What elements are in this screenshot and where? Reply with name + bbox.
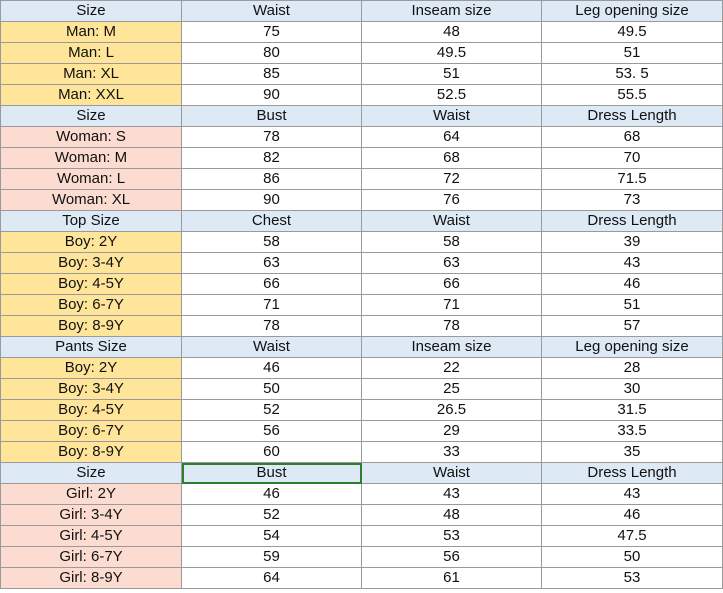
value-cell[interactable]: 43: [542, 253, 723, 274]
value-cell[interactable]: 70: [542, 148, 723, 169]
table-row: [1, 22, 723, 43]
size-label-cell[interactable]: Boy: 4-5Y: [1, 400, 182, 421]
size-label-cell[interactable]: Boy: 2Y: [1, 232, 182, 253]
table-row: [1, 505, 723, 526]
value-cell[interactable]: 29: [362, 421, 542, 442]
value-cell[interactable]: 85: [182, 64, 362, 85]
header-cell[interactable]: Waist: [182, 337, 362, 358]
value-cell[interactable]: 52.5: [362, 85, 542, 106]
value-cell[interactable]: 58: [182, 232, 362, 253]
value-cell[interactable]: 52: [182, 505, 362, 526]
table-row: [1, 568, 723, 589]
size-label-cell[interactable]: Girl: 3-4Y: [1, 505, 182, 526]
size-label-cell[interactable]: Man: M: [1, 22, 182, 43]
value-cell[interactable]: 82: [182, 148, 362, 169]
value-cell[interactable]: 76: [362, 190, 542, 211]
value-cell[interactable]: 57: [542, 316, 723, 337]
table-row: [1, 547, 723, 568]
value-cell[interactable]: 90: [182, 190, 362, 211]
value-cell[interactable]: 43: [362, 484, 542, 505]
selected-header-cell[interactable]: Bust: [182, 463, 362, 484]
value-cell[interactable]: 66: [362, 274, 542, 295]
table-row: [1, 526, 723, 547]
value-cell[interactable]: 51: [362, 64, 542, 85]
value-cell[interactable]: 39: [542, 232, 723, 253]
value-cell[interactable]: 90: [182, 85, 362, 106]
size-label-cell[interactable]: Woman: S: [1, 127, 182, 148]
size-label-cell[interactable]: Boy: 8-9Y: [1, 442, 182, 463]
size-label-cell[interactable]: Girl: 6-7Y: [1, 547, 182, 568]
table-row: [1, 43, 723, 64]
value-cell[interactable]: 28: [542, 358, 723, 379]
size-label-cell[interactable]: Girl: 2Y: [1, 484, 182, 505]
size-label-cell[interactable]: Woman: M: [1, 148, 182, 169]
value-cell[interactable]: 52: [182, 400, 362, 421]
value-cell[interactable]: 30: [542, 379, 723, 400]
value-cell[interactable]: 53: [362, 526, 542, 547]
value-cell[interactable]: 53. 5: [542, 64, 723, 85]
value-cell[interactable]: 73: [542, 190, 723, 211]
value-cell[interactable]: 55.5: [542, 85, 723, 106]
value-cell[interactable]: 60: [182, 442, 362, 463]
size-label-cell[interactable]: Man: L: [1, 43, 182, 64]
value-cell[interactable]: 58: [362, 232, 542, 253]
table-row: [1, 85, 723, 106]
section-header-row-girl: [1, 463, 723, 484]
size-label-cell[interactable]: Boy: 3-4Y: [1, 253, 182, 274]
table-row: [1, 127, 723, 148]
value-cell[interactable]: 33: [362, 442, 542, 463]
value-cell[interactable]: 46: [542, 274, 723, 295]
value-cell[interactable]: 63: [362, 253, 542, 274]
header-cell[interactable]: Leg opening size: [542, 337, 723, 358]
size-label-cell[interactable]: Boy: 3-4Y: [1, 379, 182, 400]
header-cell[interactable]: Waist: [182, 1, 362, 22]
value-cell[interactable]: 33.5: [542, 421, 723, 442]
value-cell[interactable]: 46: [182, 484, 362, 505]
header-cell[interactable]: Waist: [362, 106, 542, 127]
header-cell[interactable]: Top Size: [1, 211, 182, 232]
table-row: [1, 400, 723, 421]
value-cell[interactable]: 63: [182, 253, 362, 274]
size-label-cell[interactable]: Boy: 2Y: [1, 358, 182, 379]
header-cell[interactable]: Waist: [362, 463, 542, 484]
value-cell[interactable]: 71: [362, 295, 542, 316]
size-label-cell[interactable]: Boy: 8-9Y: [1, 316, 182, 337]
value-cell[interactable]: 61: [362, 568, 542, 589]
value-cell[interactable]: 64: [362, 127, 542, 148]
section-header-row-boy-pants: [1, 337, 723, 358]
size-label-cell[interactable]: Girl: 4-5Y: [1, 526, 182, 547]
section-header-row-woman: [1, 106, 723, 127]
section-header-row-man: [1, 1, 723, 22]
value-cell[interactable]: 51: [542, 43, 723, 64]
table-row: [1, 379, 723, 400]
table-row: [1, 190, 723, 211]
value-cell[interactable]: 25: [362, 379, 542, 400]
value-cell[interactable]: 46: [182, 358, 362, 379]
value-cell[interactable]: 48: [362, 22, 542, 43]
value-cell[interactable]: 71.5: [542, 169, 723, 190]
table-row: [1, 358, 723, 379]
value-cell[interactable]: 68: [362, 148, 542, 169]
value-cell[interactable]: 49.5: [542, 22, 723, 43]
table-row: [1, 232, 723, 253]
table-row: [1, 316, 723, 337]
value-cell[interactable]: 71: [182, 295, 362, 316]
table-row: [1, 442, 723, 463]
value-cell[interactable]: 43: [542, 484, 723, 505]
header-cell[interactable]: Dress Length: [542, 211, 723, 232]
table-row: [1, 148, 723, 169]
section-header-row-boy-top: [1, 211, 723, 232]
header-cell[interactable]: Chest: [182, 211, 362, 232]
value-cell[interactable]: 75: [182, 22, 362, 43]
value-cell[interactable]: 68: [542, 127, 723, 148]
size-label-cell[interactable]: Girl: 8-9Y: [1, 568, 182, 589]
size-label-cell[interactable]: Boy: 6-7Y: [1, 295, 182, 316]
value-cell[interactable]: 56: [362, 547, 542, 568]
value-cell[interactable]: 64: [182, 568, 362, 589]
table-row: [1, 484, 723, 505]
header-cell[interactable]: Size: [1, 1, 182, 22]
value-cell[interactable]: 46: [542, 505, 723, 526]
size-label-cell[interactable]: Boy: 6-7Y: [1, 421, 182, 442]
size-label-cell[interactable]: Woman: XL: [1, 190, 182, 211]
value-cell[interactable]: 72: [362, 169, 542, 190]
header-cell[interactable]: Waist: [362, 211, 542, 232]
size-label-cell[interactable]: Woman: L: [1, 169, 182, 190]
value-cell[interactable]: 56: [182, 421, 362, 442]
header-cell[interactable]: Inseam size: [362, 1, 542, 22]
header-cell[interactable]: Inseam size: [362, 337, 542, 358]
header-cell[interactable]: Size: [1, 106, 182, 127]
value-cell[interactable]: 50: [182, 379, 362, 400]
table-row: [1, 295, 723, 316]
value-cell[interactable]: 35: [542, 442, 723, 463]
table-row: [1, 64, 723, 85]
value-cell[interactable]: 31.5: [542, 400, 723, 421]
value-cell[interactable]: 54: [182, 526, 362, 547]
value-cell[interactable]: 66: [182, 274, 362, 295]
size-label-cell[interactable]: Man: XXL: [1, 85, 182, 106]
size-chart-body: [1, 1, 723, 589]
header-cell[interactable]: Bust: [182, 106, 362, 127]
header-cell[interactable]: Dress Length: [542, 106, 723, 127]
value-cell[interactable]: 78: [362, 316, 542, 337]
value-cell[interactable]: 80: [182, 43, 362, 64]
value-cell[interactable]: 53: [542, 568, 723, 589]
value-cell[interactable]: 22: [362, 358, 542, 379]
table-row: [1, 274, 723, 295]
header-cell[interactable]: Size: [1, 463, 182, 484]
table-row: [1, 169, 723, 190]
value-cell[interactable]: 86: [182, 169, 362, 190]
size-label-cell[interactable]: Man: XL: [1, 64, 182, 85]
value-cell[interactable]: 48: [362, 505, 542, 526]
value-cell[interactable]: 59: [182, 547, 362, 568]
size-label-cell[interactable]: Boy: 4-5Y: [1, 274, 182, 295]
value-cell[interactable]: 47.5: [542, 526, 723, 547]
header-cell[interactable]: Pants Size: [1, 337, 182, 358]
value-cell[interactable]: 78: [182, 127, 362, 148]
value-cell[interactable]: 78: [182, 316, 362, 337]
header-cell[interactable]: Leg opening size: [542, 1, 723, 22]
value-cell[interactable]: 51: [542, 295, 723, 316]
value-cell[interactable]: 50: [542, 547, 723, 568]
header-cell[interactable]: Dress Length: [542, 463, 723, 484]
value-cell[interactable]: 49.5: [362, 43, 542, 64]
table-row: [1, 421, 723, 442]
table-row: [1, 253, 723, 274]
value-cell[interactable]: 26.5: [362, 400, 542, 421]
